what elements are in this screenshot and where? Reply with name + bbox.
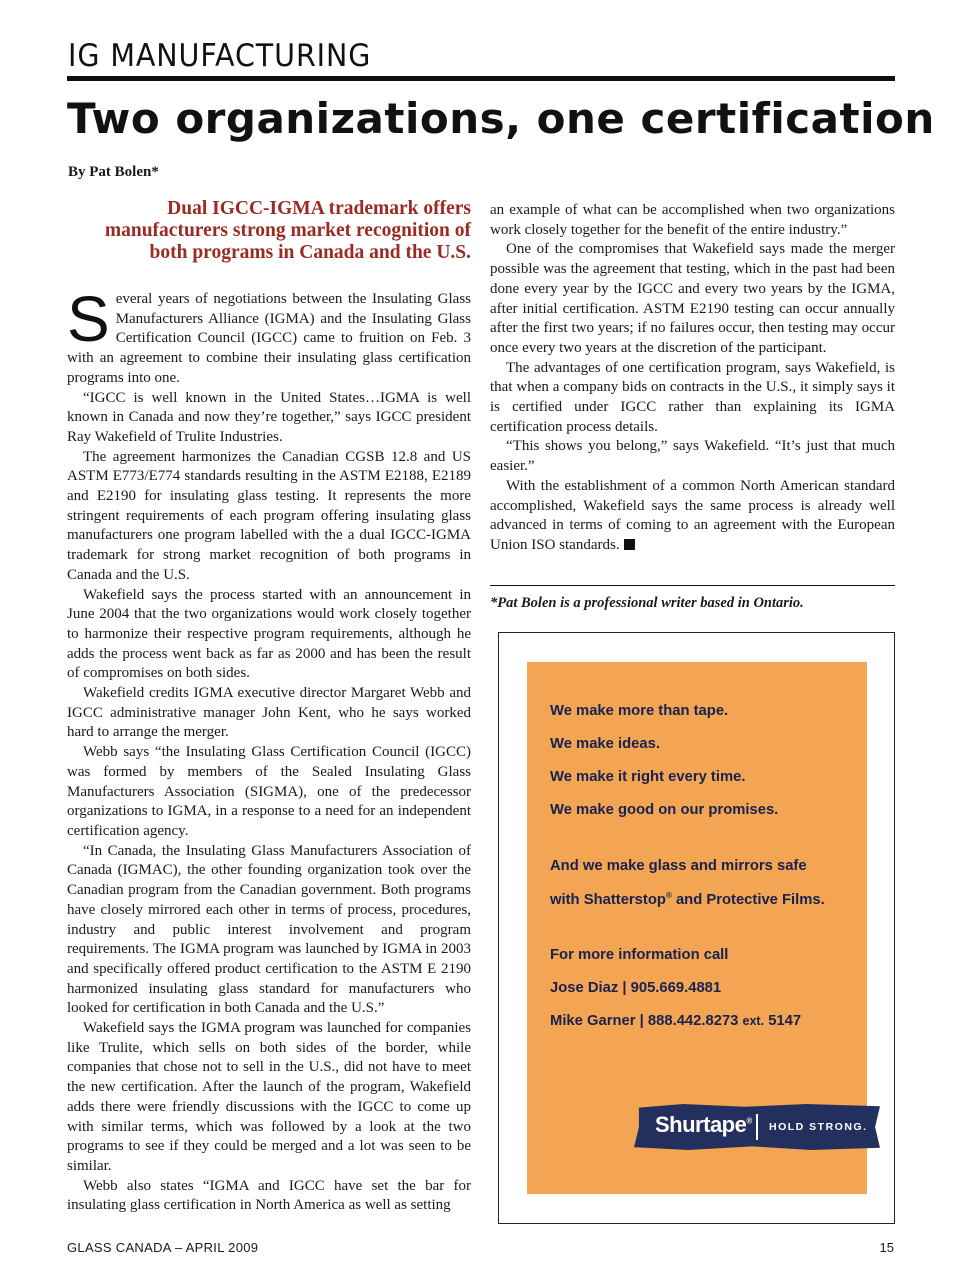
paragraph: With the establishment of a common North American standard accomplished, Wakefield says the same process is already well advanced in terms of coming to an agreement with the European Union ISO standards. — [490, 477, 895, 553]
ad-line: For more information call — [550, 947, 729, 963]
ad-line: We make ideas. — [550, 736, 660, 752]
paragraph: Wakefield says the IGMA program was launched for companies like Trulite, which sells on both sides of the border, while companies that chose not to sell in the U.S., did not have to meet the new certification. After the launch of the program, Wakefield adds there were friendly discussions with the IGCC to come up with similar terms, which was followed by a look at the two programs to see if they could be merged and a lot was seen to be similar. — [67, 1020, 471, 1174]
author-bio: *Pat Bolen is a professional writer based in Ontario. — [490, 595, 804, 611]
brand-tagline: HOLD STRONG. — [769, 1121, 868, 1133]
brand-divider — [756, 1114, 758, 1140]
ad-line: We make it right every time. — [550, 769, 746, 785]
paragraph: “IGCC is well known in the United States…IGMA is well known in Canada and now they’re together,” says IGCC president Ray Wakefield of Trulite Industries. — [67, 389, 471, 445]
end-mark-icon — [624, 539, 635, 550]
bio-rule — [490, 585, 895, 586]
drop-cap: S — [67, 283, 110, 355]
right-column — [490, 201, 895, 556]
footer-publication: GLASS CANADA – APRIL 2009 — [67, 1240, 259, 1255]
ad-line: We make more than tape. — [550, 703, 729, 719]
article-headline: Two organizations, one certification — [67, 94, 935, 143]
section-label: IG MANUFACTURING — [68, 38, 372, 74]
paragraph: One of the compromises that Wakefield says made the merger possible was the agreement that testing, which in the past had been done every year by the IGCC and every two years by the IGMA, after initial certification. ASTM E2190 testing can occur annually after the first two years; if no failures occur, then testing may occur once every two years at the discretion of the participant. — [490, 241, 895, 356]
left-column — [67, 198, 471, 1216]
header-rule — [67, 76, 895, 81]
shurtape-logo: Shurtape® — [655, 1112, 752, 1137]
paragraph: Wakefield says the process started with an announcement in June 2004 that the two organizations would work closely together to harmonize their respective program requirements, although he adds the process went back as far as 2000 and has been the result of compromises on both sides. — [67, 586, 471, 682]
ad-line: We make good on our promises. — [550, 802, 779, 818]
pull-quote: Dual IGCC-IGMA trademark offers manufacturers strong market recognition of both programs in Canada and the U.S. — [104, 198, 471, 263]
paragraph: an example of what can be accomplished when two organizations work closely together for the benefit of the entire industry.” — [490, 202, 895, 238]
paragraph: Several years of negotiations between the Insulating Glass Manufacturers Alliance (IGMA) and the Insulating Glass Certification Council (IGCC) came to fruition on Feb. 3 with an agreement to combine their insulating glass certification programs into one. — [67, 283, 471, 386]
ad-contact-mike: Mike Garner | 888.442.8273 ext. 5147 — [550, 1013, 802, 1029]
paragraph: Webb also states “IGMA and IGCC have set the bar for insulating glass certification in North America as well as setting — [67, 1177, 471, 1214]
ad-contact-jose: Jose Diaz | 905.669.4881 — [550, 980, 722, 996]
paragraph: The agreement harmonizes the Canadian CGSB 12.8 and US ASTM E773/E774 standards resulting in the ASTM E2188, E2189 and E2190 for insulating glass testing. It represents the more stringent requirements of each program offering insulating glass manufacturers one program labelled with the a dual IGCC-IGMA trademark for strong market recognition of both programs in Canada and the U.S. — [67, 448, 471, 583]
paragraph: Webb says “the Insulating Glass Certification Council (IGCC) was formed by members of the Sealed Insulating Glass Manufacturers Association (SIGMA), one of the predecessor organizations to IGMA, in a response to a need for an independent certification agency. — [67, 744, 471, 839]
page-number: 15 — [879, 1240, 894, 1255]
paragraph: Wakefield credits IGMA executive director Margaret Webb and IGCC administrative manager John Kent, who he says worked hard to arrange the merger. — [67, 685, 471, 741]
paragraph: The advantages of one certification program, says Wakefield, is that when a company bids on contracts in the U.S., it simply says it is certified under IGCC rather than explaining its IGMA certification process details. — [490, 359, 895, 435]
ad-line: with Shatterstop® and Protective Films. — [550, 891, 825, 908]
paragraph: “In Canada, the Insulating Glass Manufacturers Association of Canada (IGMAC), the other founding organization took over the Canadian program from the Canadian government. Both programs have closely mirrored each other in terms of process, procedures, industry and public interest involvement and program requirements. The IGMA program was launched by IGMA in 2003 and specifically offered product certification to the ASTM E 2190 harmonized insulating glass standard for manufacturers who looked for certification in both Canada and the U.S.” — [67, 842, 471, 1017]
paragraph: “This shows you belong,” says Wakefield. “It’s just that much easier.” — [490, 438, 895, 475]
ad-line: And we make glass and mirrors safe — [550, 858, 807, 874]
byline: By Pat Bolen* — [68, 164, 159, 180]
